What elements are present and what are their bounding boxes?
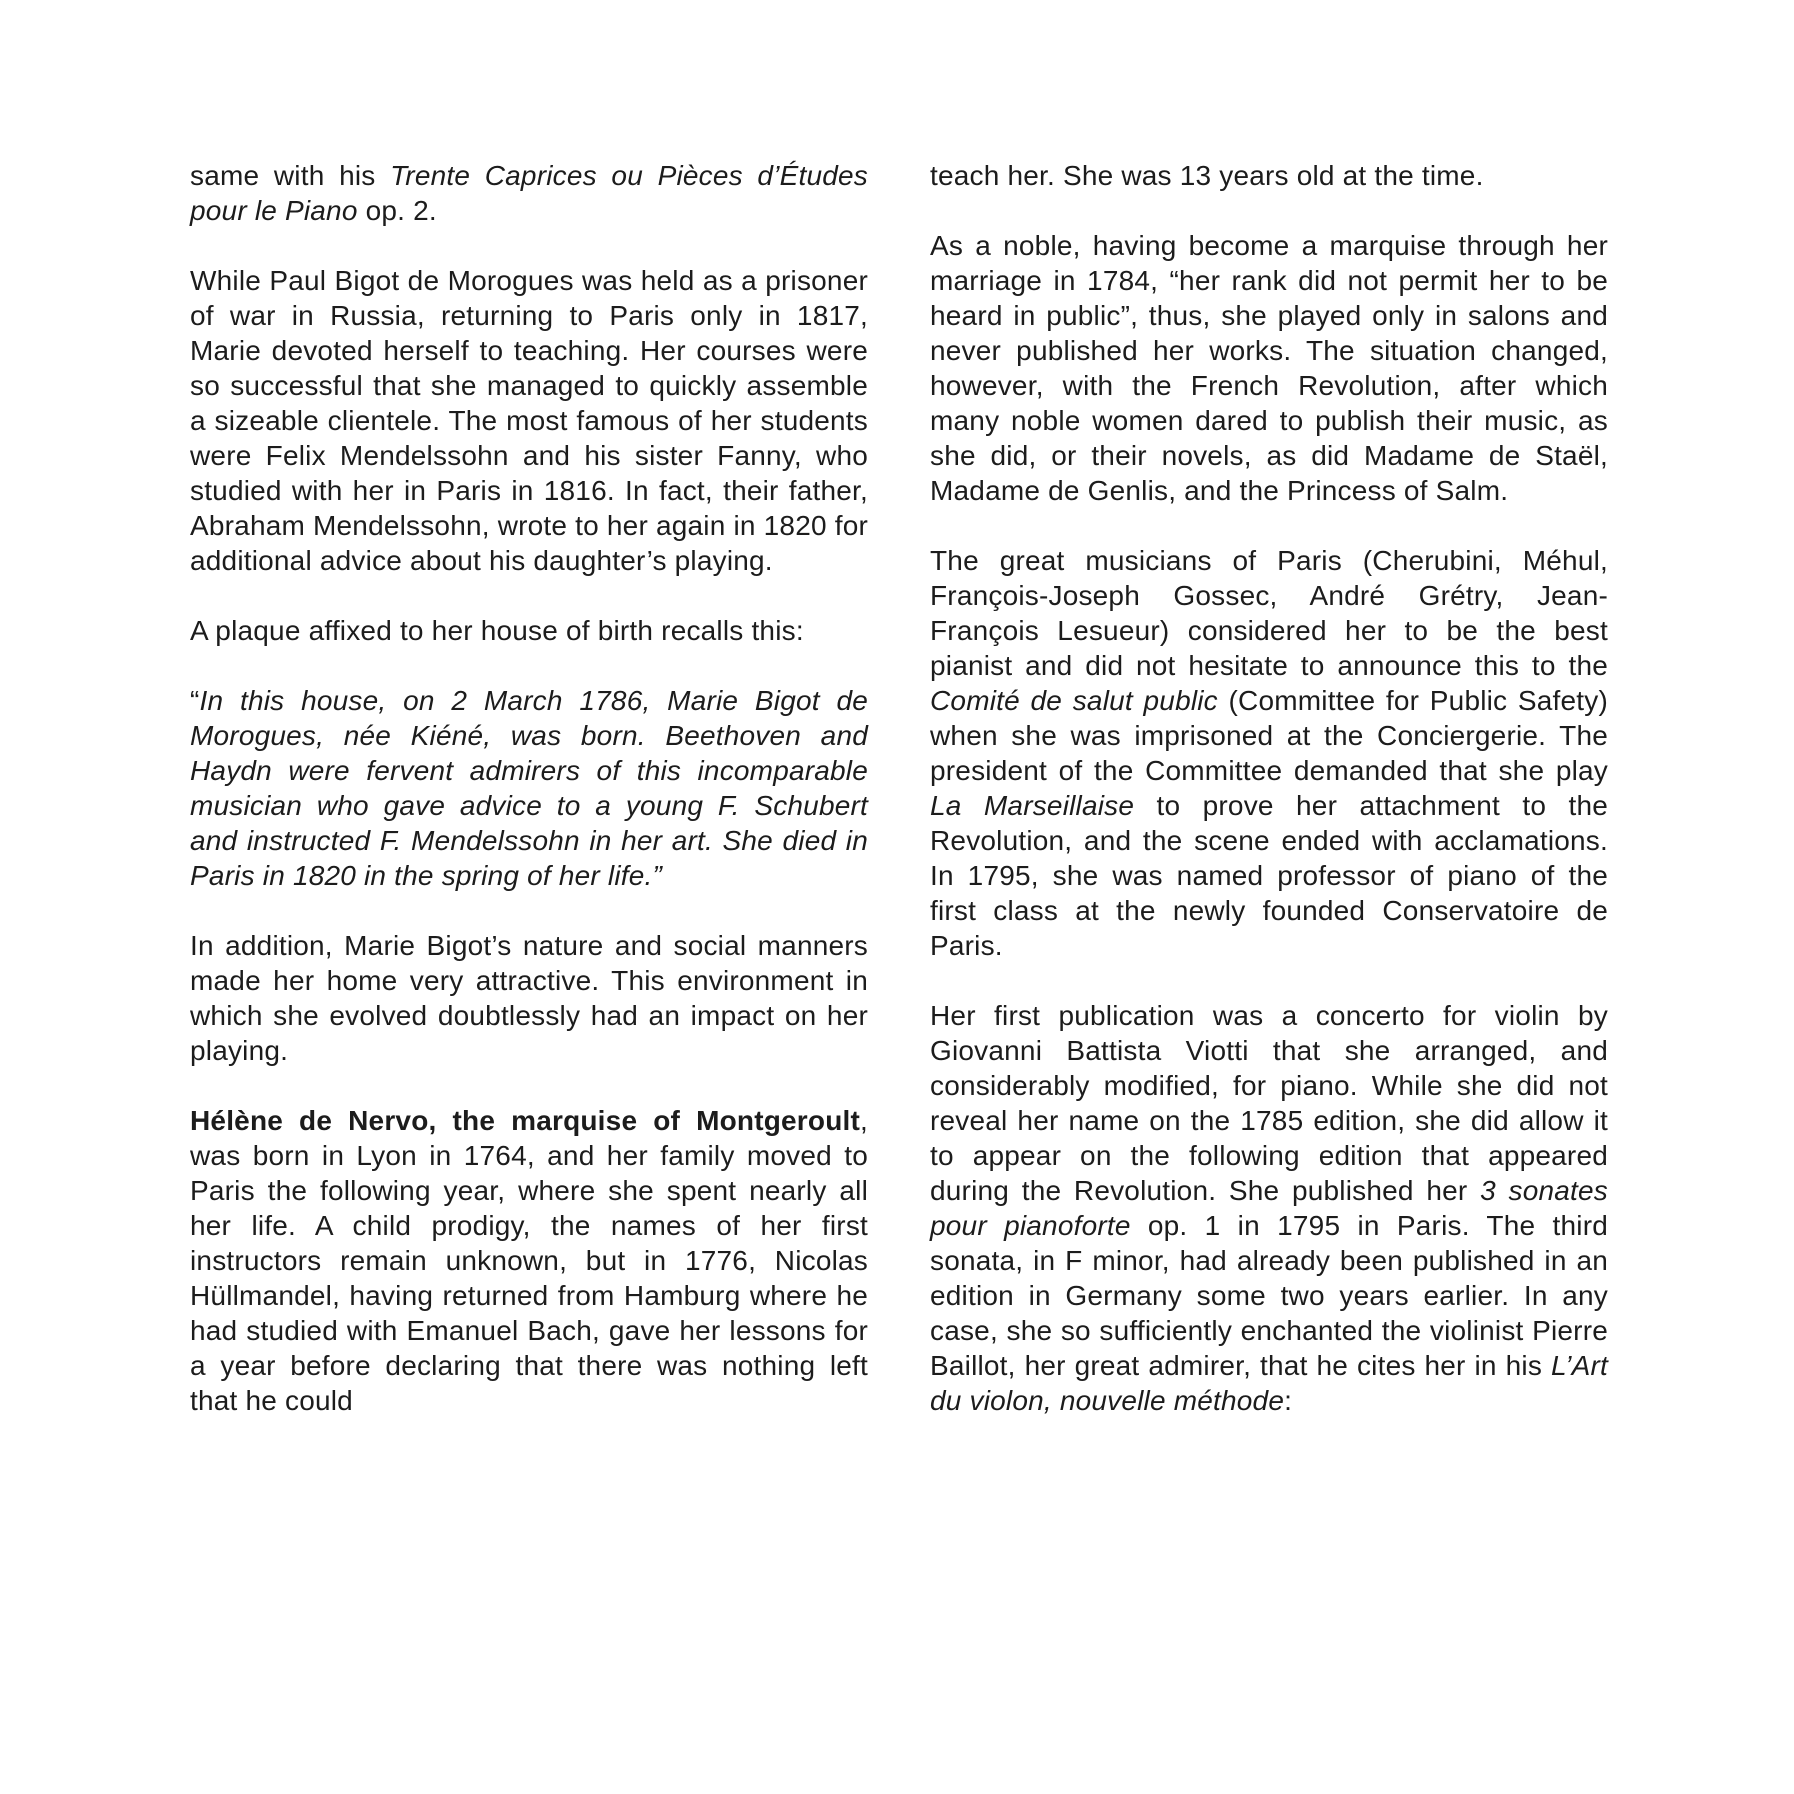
paragraph (190, 1103, 868, 1418)
text-run-italic: Comité de salut public (930, 685, 1218, 716)
paragraph (190, 683, 868, 893)
text-run: teach her. She was 13 years old at the time. (930, 160, 1484, 191)
text-run: to prove her attachment to the Revolution, and the scene ended with acclamations. In 1795, she was named professor of piano of the first class at the newly founded Conservatoire de Paris. (930, 790, 1608, 961)
paragraph (930, 158, 1608, 193)
paragraph (190, 928, 868, 1068)
text-run: “ (190, 685, 200, 716)
paragraph (930, 228, 1608, 508)
text-run-bold: Hélène de Nervo, the marquise of Montgeroult (190, 1105, 861, 1136)
paragraph (930, 998, 1608, 1418)
text-run: , was born in Lyon in 1764, and her family moved to Paris the following year, where she spent nearly all her life. A child prodigy, the names of her first instructors remain unknown, but in 1776, Nicolas Hüllmandel, having returned from Hamburg where he had studied with Emanuel Bach, gave her lessons for a year before declaring that there was nothing left that he could (190, 1105, 868, 1416)
text-run-italic: 3 sonates pour pianoforte (930, 1175, 1608, 1241)
text-run: op. 1 in 1795 in Paris. The third sonata, in F minor, had already been published in an edition in Germany some two years earlier. In any case, she so sufficiently enchanted the violinist Pierre Baillot, her great admirer, that he cites her in his (930, 1210, 1608, 1381)
text-run: Her first publication was a concerto for violin by Giovanni Battista Viotti that she arranged, and considerably modified, for piano. While she did not reveal her name on the 1785 edition, she did allow it to appear on the following edition that appeared during the Revolution. She published her (930, 1000, 1608, 1206)
text-run: (Committee for Public Safety) when she was imprisoned at the Conciergerie. The president of the Committee demanded that she play (930, 685, 1609, 786)
text-run-italic: In this house, on 2 March 1786, Marie Bigot de Morogues, née Kiéné, was born. Beethoven and Haydn were fervent admirers of this incomparable musician who gave advice to a young F. Schubert and instructed F. Mendelssohn in her art. She died in Paris in 1820 in the spring of her life.” (190, 685, 868, 891)
paragraph (190, 613, 868, 648)
paragraph (190, 158, 868, 228)
paragraph (190, 263, 868, 578)
text-run: As a noble, having become a marquise through her marriage in 1784, “her rank did not permit her to be heard in public”, thus, she played only in salons and never published her works. The situation changed, however, with the French Revolution, after which many noble women dared to publish their music, as she did, or their novels, as did Madame de Staël, Madame de Genlis, and the Princess of Salm. (930, 230, 1608, 506)
text-run: The great musicians of Paris (Cherubini, Méhul, François-Joseph Gossec, André Grétry, Jean-François Lesueur) considered her to be the best pianist and did not hesitate to announce this to the (930, 545, 1608, 681)
text-column-right (930, 158, 1608, 1794)
text-run-italic: L’Art du violon, nouvelle méthode (930, 1350, 1608, 1416)
text-run: op. 2. (357, 195, 437, 226)
text-run: A plaque affixed to her house of birth recalls this: (190, 615, 804, 646)
text-column-left (190, 158, 868, 1794)
paragraph (930, 543, 1608, 963)
text-run-italic: La Marseillaise (930, 790, 1135, 821)
text-run: : (1284, 1385, 1293, 1416)
text-run: In addition, Marie Bigot’s nature and social manners made her home very attractive. This environment in which she evolved doubtlessly had an impact on her playing. (190, 930, 868, 1066)
text-run: same with his (190, 160, 391, 191)
text-run: While Paul Bigot de Morogues was held as a prisoner of war in Russia, returning to Paris only in 1817, Marie devoted herself to teaching. Her courses were so successful that she managed to quickly assemble a sizeable clientele. The most famous of her students were Felix Mendelssohn and his sister Fanny, who studied with her in Paris in 1816. In fact, their father, Abraham Mendelssohn, wrote to her again in 1820 for additional advice about his daughter’s playing. (190, 265, 868, 576)
text-run-italic: Trente Caprices ou Pièces d’Études pour le Piano (190, 160, 868, 226)
